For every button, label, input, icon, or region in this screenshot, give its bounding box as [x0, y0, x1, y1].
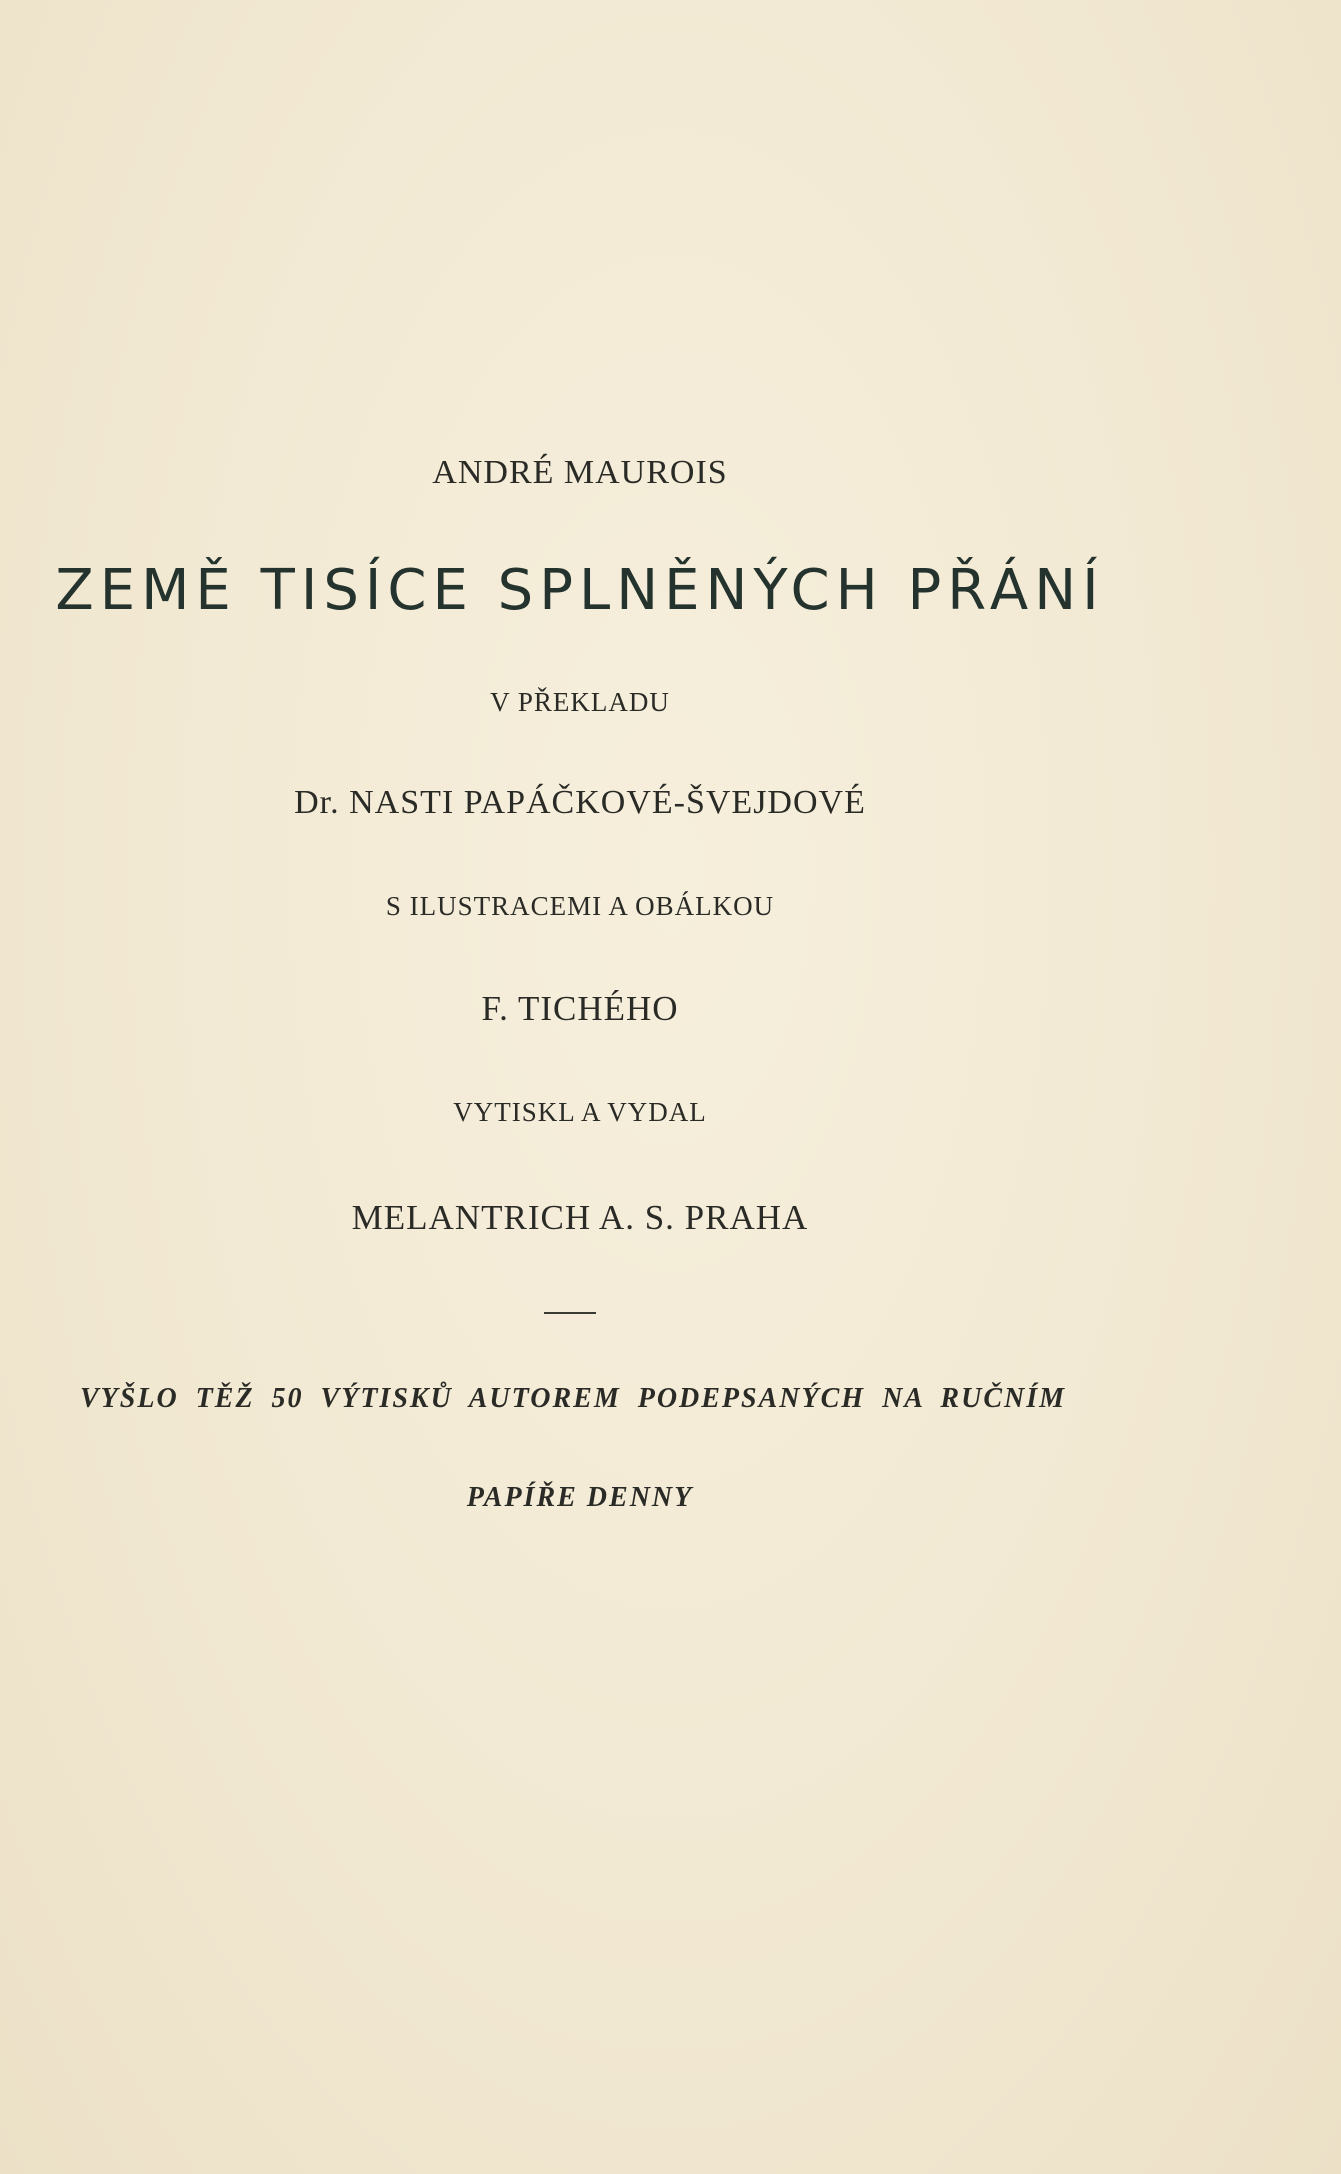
book-title: ZEMĚ TISÍCE SPLNĚNÝCH PŘÁNÍ [55, 558, 1105, 623]
publisher-name: MELANTRICH A. S. PRAHA [351, 1198, 809, 1237]
illustration-label: S ILUSTRACEMI A OBÁLKOU [385, 891, 775, 921]
edition-note-line-2: PAPÍŘE DENNY [466, 1482, 694, 1513]
printer-label: VYTISKL A VYDAL [453, 1097, 707, 1127]
translation-label: V PŘEKLADU [490, 687, 670, 717]
divider-rule [544, 1312, 596, 1314]
translator-name: Dr. NASTI PAPÁČKOVÉ-ŠVEJDOVÉ [294, 784, 866, 821]
author-name: ANDRÉ MAUROIS [432, 454, 728, 491]
illustrator-name: F. TICHÉHO [481, 989, 679, 1028]
edition-note-line-1: VYŠLO TĚŽ 50 VÝTISKŮ AUTOREM PODEPSANÝCH NA RUČNÍM [79, 1383, 1067, 1414]
